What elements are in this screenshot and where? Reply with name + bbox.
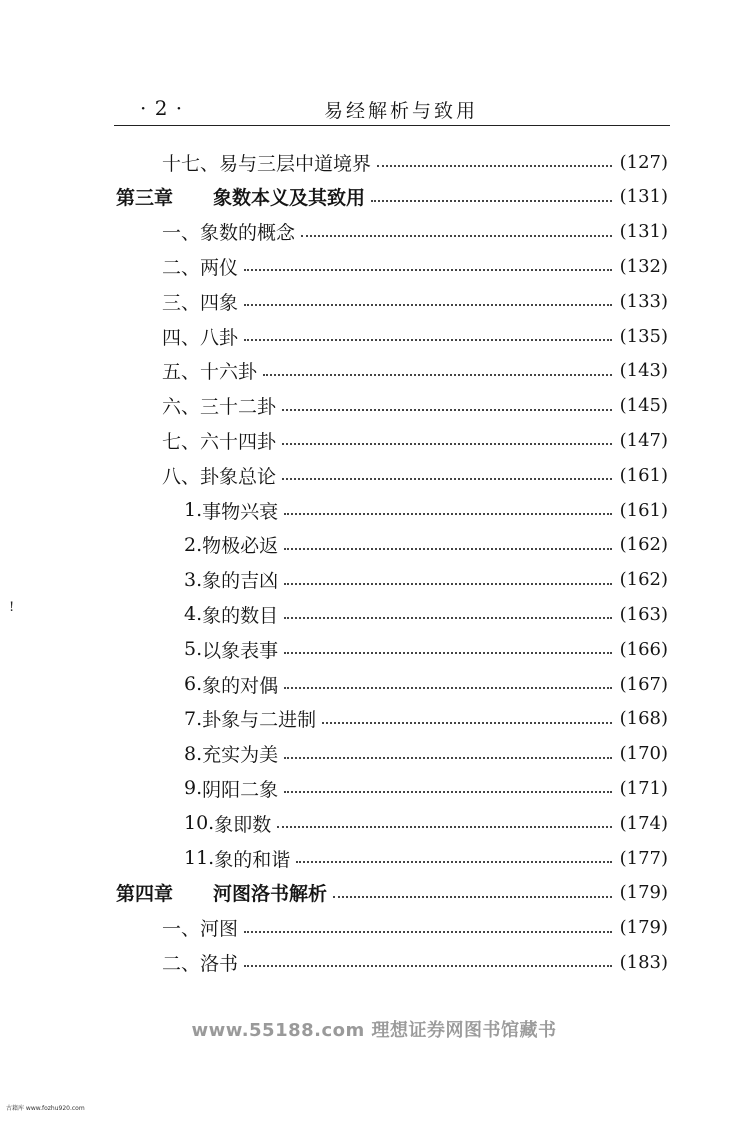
toc-row [162, 355, 668, 387]
dot-leader [284, 757, 611, 759]
dot-leader [296, 861, 611, 863]
toc-page-number: (145) [619, 395, 668, 417]
toc-number: 5. [184, 638, 203, 661]
dot-leader [244, 965, 612, 967]
toc-title: 象数的概念 [200, 222, 296, 245]
toc-number: 11. [184, 847, 215, 869]
toc-number: 四、 [162, 326, 201, 349]
toc-row [184, 772, 668, 804]
toc-page-number: (183) [619, 951, 668, 973]
dot-leader [244, 931, 612, 933]
toc-number: 7. [184, 707, 203, 730]
toc-number: 9. [184, 777, 203, 800]
dot-leader [284, 548, 611, 550]
toc-row [184, 738, 668, 770]
toc-number: 4. [184, 603, 203, 626]
dot-leader [301, 235, 612, 237]
toc-row [162, 390, 668, 422]
toc-page-number: (166) [619, 638, 668, 660]
toc-row [184, 703, 668, 735]
toc-page-number: (161) [619, 464, 668, 486]
dot-leader [284, 583, 611, 585]
toc-row [184, 633, 668, 665]
toc-number: 五、 [162, 361, 201, 384]
toc-row [162, 946, 668, 978]
toc-title: 十六卦 [200, 361, 258, 384]
toc-row [162, 285, 668, 317]
toc-page-number: (170) [619, 743, 668, 765]
toc-title: 洛书 [200, 952, 239, 975]
toc-title: 两仪 [200, 256, 239, 279]
toc-number: 七、 [162, 430, 201, 453]
dot-leader [263, 374, 612, 376]
corner-credit: 古籍库 www.fozhu920.com [6, 1105, 85, 1112]
toc-row [162, 146, 668, 178]
toc-row [162, 912, 668, 944]
toc-title: 象的对偶 [202, 674, 279, 697]
dot-leader [377, 165, 612, 167]
toc-page-number: (171) [619, 777, 668, 799]
dot-leader [284, 513, 611, 515]
toc-title: 象的吉凶 [202, 570, 279, 593]
toc-number: 二、 [162, 256, 201, 279]
toc-title: 河图洛书解析 [213, 883, 328, 906]
dot-leader [284, 687, 611, 689]
toc-number: 八、 [162, 465, 201, 488]
toc-number: 十七、 [162, 152, 220, 175]
toc-page-number: (127) [619, 151, 668, 173]
toc-number: 第三章 [116, 187, 174, 210]
dot-leader [371, 200, 612, 202]
dot-leader [277, 826, 611, 828]
toc-number: 1. [184, 499, 203, 521]
dot-leader [333, 896, 612, 898]
footer-watermark: www.55188.com 理想证券网图书馆藏书 [191, 1020, 557, 1041]
dot-leader [244, 269, 612, 271]
toc-title: 物极必返 [202, 535, 279, 558]
dot-leader [244, 339, 612, 341]
toc-row [184, 494, 668, 526]
toc-page-number: (132) [619, 255, 668, 277]
toc-page-number: (162) [619, 534, 668, 556]
toc-row [184, 564, 668, 596]
toc-title: 卦象与二进制 [202, 709, 317, 732]
toc-title: 象的和谐 [214, 848, 291, 871]
toc-chapter-row [116, 181, 668, 213]
toc-page-number: (133) [619, 290, 668, 312]
toc-title: 象数本义及其致用 [213, 187, 366, 210]
toc-number: 2. [184, 533, 203, 556]
toc-row [162, 250, 668, 282]
toc-page-number: (161) [619, 499, 668, 521]
dot-leader [282, 443, 612, 445]
dot-leader [282, 409, 612, 411]
page-number: · 2 · [140, 96, 184, 120]
toc-title: 三十二卦 [200, 396, 277, 419]
toc-page-number: (131) [619, 186, 668, 208]
page-header [114, 92, 670, 128]
toc-title: 象的数目 [202, 604, 279, 627]
toc-number: 10. [184, 812, 215, 835]
toc-title: 八卦 [200, 326, 239, 349]
toc-title: 充实为美 [202, 744, 279, 767]
toc-number: 六、 [162, 396, 201, 419]
toc-title: 以象表事 [202, 639, 279, 662]
toc-number: 8. [184, 742, 203, 765]
toc-page-number: (179) [619, 917, 668, 939]
toc-number: 一、 [162, 222, 201, 245]
toc-row [184, 842, 668, 874]
toc-title: 事物兴衰 [202, 500, 279, 523]
toc-number: 6. [184, 673, 203, 695]
header-rule [114, 125, 670, 126]
toc-page-number: (147) [619, 429, 668, 451]
toc-page-number: (135) [619, 325, 668, 347]
toc-number: 二、 [162, 952, 201, 975]
toc-title: 阴阳二象 [202, 778, 279, 801]
toc-page-number: (179) [619, 882, 668, 904]
toc-row [162, 320, 668, 352]
toc-page-number: (162) [619, 569, 668, 591]
toc-title: 四象 [200, 291, 239, 314]
book-title: 易经解析与致用 [324, 100, 479, 122]
toc-number: 第四章 [116, 883, 174, 906]
dot-leader [322, 722, 611, 724]
toc-chapter-row [116, 877, 668, 909]
toc-row [184, 529, 668, 561]
toc-number: 一、 [162, 918, 201, 941]
dot-leader [284, 617, 611, 619]
dot-leader [282, 478, 612, 480]
dot-leader [284, 791, 611, 793]
toc-page-number: (163) [619, 603, 668, 625]
toc-row [162, 424, 668, 456]
toc-row [162, 216, 668, 248]
toc-page-number: (177) [619, 847, 668, 869]
toc-page-number: (167) [619, 673, 668, 695]
toc-page-number: (143) [619, 360, 668, 382]
toc-row [184, 668, 668, 700]
dot-leader [284, 652, 611, 654]
toc-number: 3. [184, 568, 203, 591]
toc-title: 河图 [200, 918, 239, 941]
toc-title: 六十四卦 [200, 430, 277, 453]
toc-page-number: (174) [619, 812, 668, 834]
toc-title: 象即数 [214, 813, 272, 836]
toc-title: 卦象总论 [200, 465, 277, 488]
margin-mark: ! [9, 600, 15, 615]
toc-title: 易与三层中道境界 [219, 152, 372, 175]
dot-leader [244, 304, 612, 306]
toc-row [184, 598, 668, 630]
toc-page-number: (168) [619, 708, 668, 730]
toc-row [184, 807, 668, 839]
toc-row [162, 459, 668, 491]
toc-page-number: (131) [619, 221, 668, 243]
toc-number: 三、 [162, 291, 201, 314]
